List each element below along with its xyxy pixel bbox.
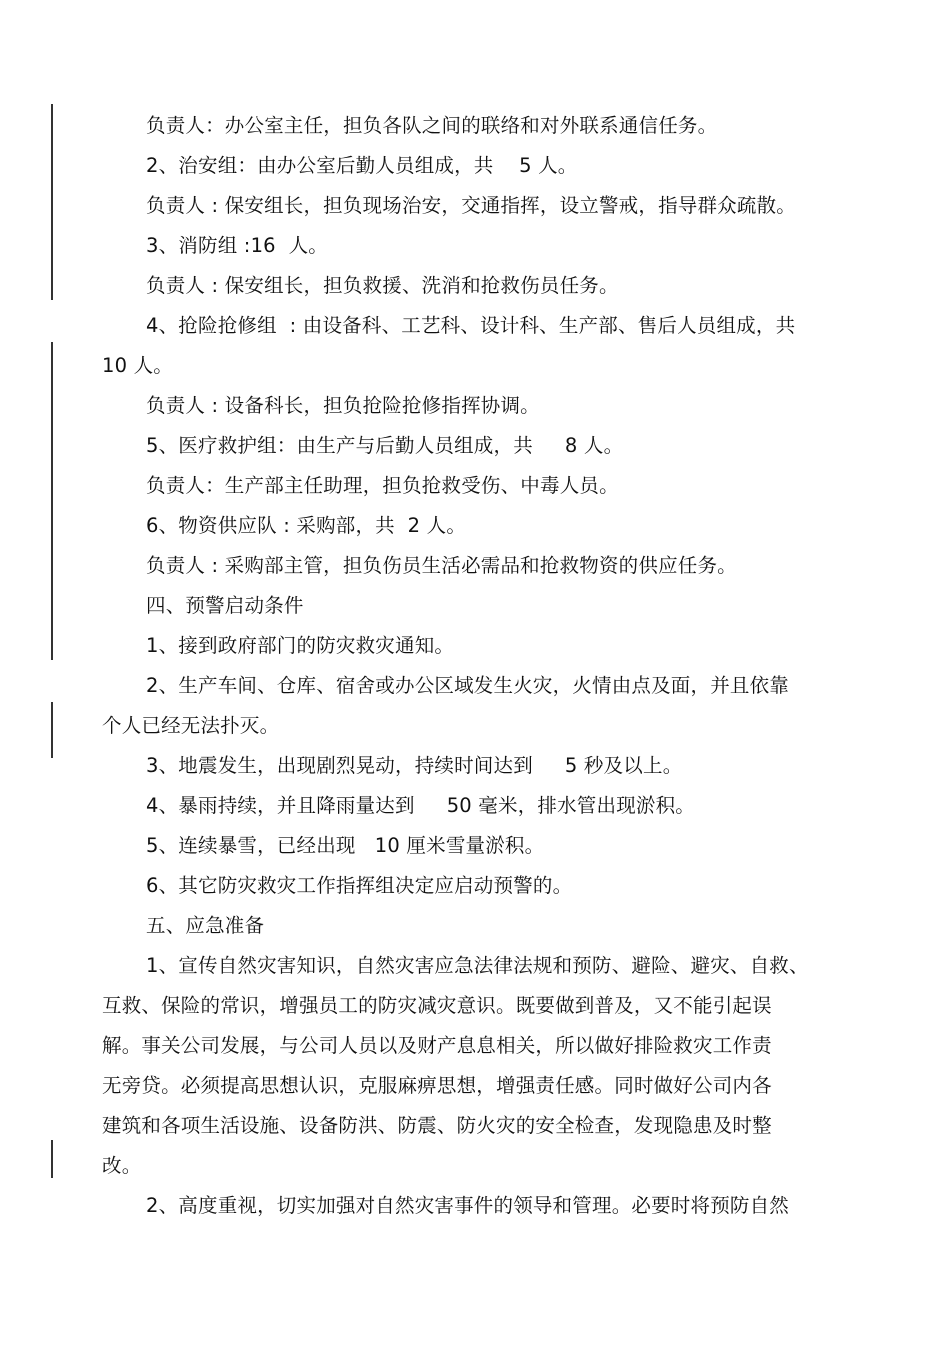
text-line: 10 人。 — [102, 354, 174, 377]
text-line: 3、消防组 :16 人。 — [146, 234, 328, 257]
text-line: 互救、保险的常识，增强员工的防灾减灾意识。既要做到普及，又不能引起误 — [102, 994, 772, 1017]
text-line: 解。事关公司发展，与公司人员以及财产息息相关，所以做好排险救灾工作责 — [102, 1034, 772, 1057]
text-line: 2、生产车间、仓库、宿舍或办公区域发生火灾，火情由点及面，并且依靠 — [146, 674, 790, 697]
text-line: 无旁贷。必须提高思想认识，克服麻痹思想，增强责任感。同时做好公司内各 — [102, 1074, 772, 1097]
text-line: 建筑和各项生活设施、设备防洪、防震、防火灾的安全检查，发现隐患及时整 — [102, 1114, 772, 1137]
text-line: 负责人 : 保安组长，担负现场治安，交通指挥，设立警戒，指导群众疏散。 — [146, 194, 796, 217]
text-line: 负责人 : 设备科长，担负抢险抢修指挥协调。 — [146, 394, 540, 417]
text-line: 2、治安组：由办公室后勤人员组成，共 5 人。 — [146, 154, 578, 177]
text-line: 负责人 : 采购部主管，担负伤员生活必需品和抢救物资的供应任务。 — [146, 554, 737, 577]
text-line: 1、接到政府部门的防灾救灾通知。 — [146, 634, 455, 657]
section-heading: 五、应急准备 — [146, 914, 265, 937]
text-line: 4、暴雨持续，并且降雨量达到 50 毫米，排水管出现淤积。 — [146, 794, 696, 817]
text-line: 1、宣传自然灾害知识，自然灾害应急法律法规和预防、避险、避灾、自救、 — [146, 954, 809, 977]
text-line: 6、物资供应队 : 采购部，共 2 人。 — [146, 514, 467, 537]
text-line: 负责人：生产部主任助理，担负抢救受伤、中毒人员。 — [146, 474, 619, 497]
text-line: 个人已经无法扑灭。 — [102, 714, 280, 737]
text-line: 3、地震发生，出现剧烈晃动，持续时间达到 5 秒及以上。 — [146, 754, 683, 777]
text-line: 5、医疗救护组：由生产与后勤人员组成，共 8 人。 — [146, 434, 624, 457]
text-line: 负责人：办公室主任，担负各队之间的联络和对外联系通信任务。 — [146, 114, 718, 137]
text-line: 负责人 : 保安组长，担负救援、洗消和抢救伤员任务。 — [146, 274, 619, 297]
text-line: 4、抢险抢修组 : 由设备科、工艺科、设计科、生产部、售后人员组成，共 — [146, 314, 796, 337]
text-line: 5、连续暴雪，已经出现 10 厘米雪量淤积。 — [146, 834, 545, 857]
section-heading: 四、预警启动条件 — [146, 594, 304, 617]
text-line: 改。 — [102, 1154, 142, 1177]
text-line: 2、高度重视，切实加强对自然灾害事件的领导和管理。必要时将预防自然 — [146, 1194, 790, 1217]
text-line: 6、其它防灾救灾工作指挥组决定应启动预警的。 — [146, 874, 573, 897]
